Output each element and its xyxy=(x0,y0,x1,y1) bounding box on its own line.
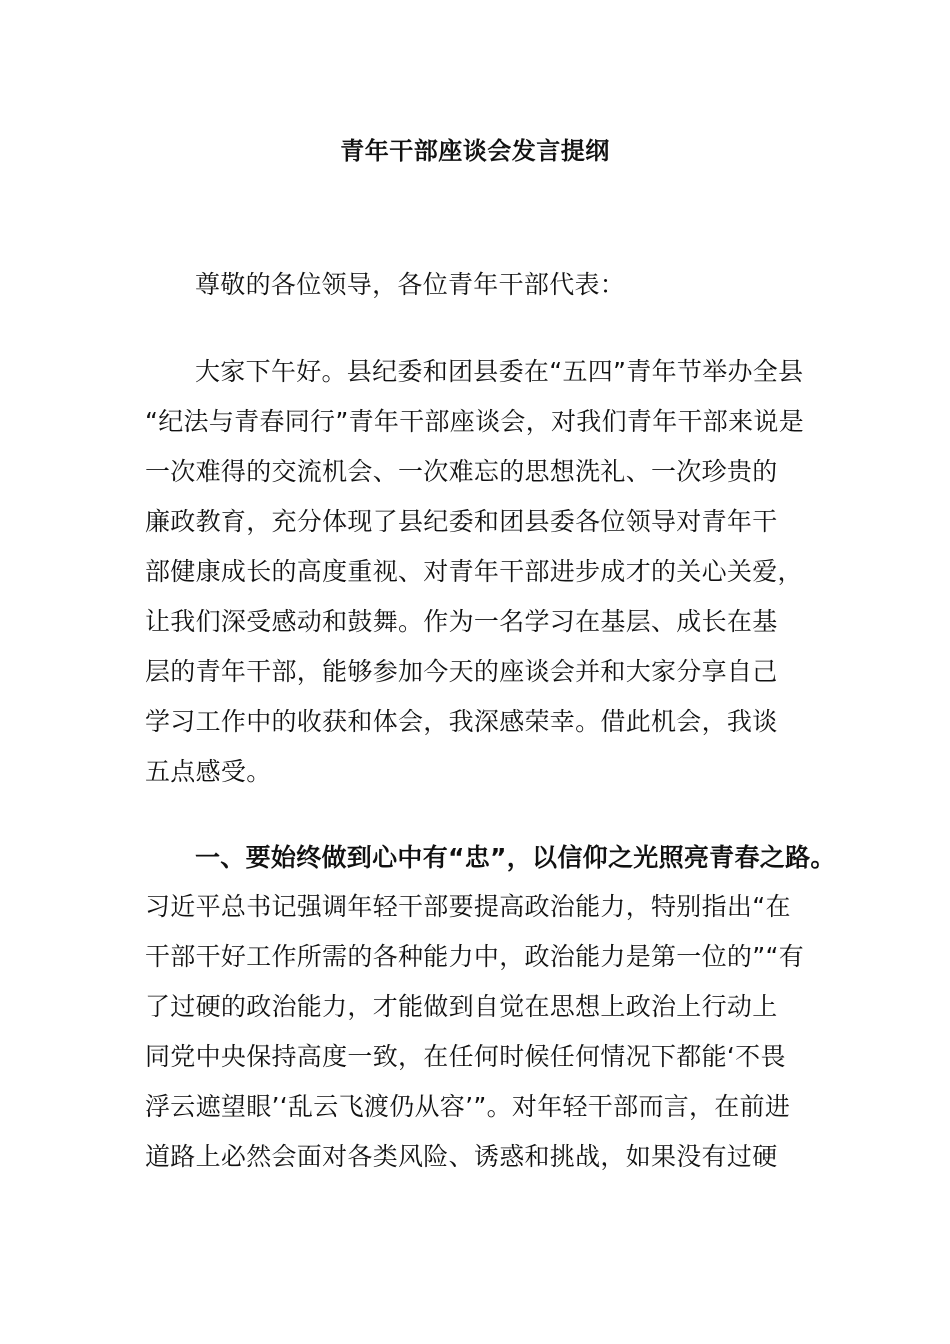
salutation: 尊敬的各位领导，各位青年干部代表： xyxy=(195,270,626,299)
paragraph-line: 廉政教育，充分体现了县纪委和团县委各位领导对青年干 xyxy=(145,507,778,536)
paragraph-line: 一次难得的交流机会、一次难忘的思想洗礼、一次珍贵的 xyxy=(145,457,778,486)
paragraph-line: 大家下午好。县纪委和团县委在“五四”青年节举办全县 xyxy=(195,357,804,386)
paragraph-line: 干部干好工作所需的各种能力中，政治能力是第一位的”“有 xyxy=(145,942,805,971)
paragraph-line: 了过硬的政治能力，才能做到自觉在思想上政治上行动上 xyxy=(145,992,778,1021)
paragraph-line: “纪法与青春同行”青年干部座谈会，对我们青年干部来说是 xyxy=(145,407,805,436)
paragraph-line: 习近平总书记强调年轻干部要提高政治能力，特别指出“在 xyxy=(145,892,791,921)
document-title: 青年干部座谈会发言提纲 xyxy=(340,137,610,165)
paragraph-line: 五点感受。 xyxy=(145,757,272,786)
paragraph-line: 浮云遮望眼’‘乱云飞渡仍从容’”。对年轻干部而言，在前进 xyxy=(145,1092,791,1121)
paragraph-line: 部健康成长的高度重视、对青年干部进步成才的关心关爱， xyxy=(145,557,803,586)
paragraph-line: 让我们深受感动和鼓舞。作为一名学习在基层、成长在基 xyxy=(145,607,778,636)
paragraph-line: 层的青年干部，能够参加今天的座谈会并和大家分享自己 xyxy=(145,657,778,686)
paragraph-line: 学习工作中的收获和体会，我深感荣幸。借此机会，我谈 xyxy=(145,707,778,736)
section-heading: 一、要始终做到心中有“忠”，以信仰之光照亮青春之路。 xyxy=(195,843,836,872)
paragraph-line: 道路上必然会面对各类风险、诱惑和挑战，如果没有过硬 xyxy=(145,1142,778,1171)
paragraph-line: 同党中央保持高度一致，在任何时候任何情况下都能‘不畏 xyxy=(145,1042,786,1071)
